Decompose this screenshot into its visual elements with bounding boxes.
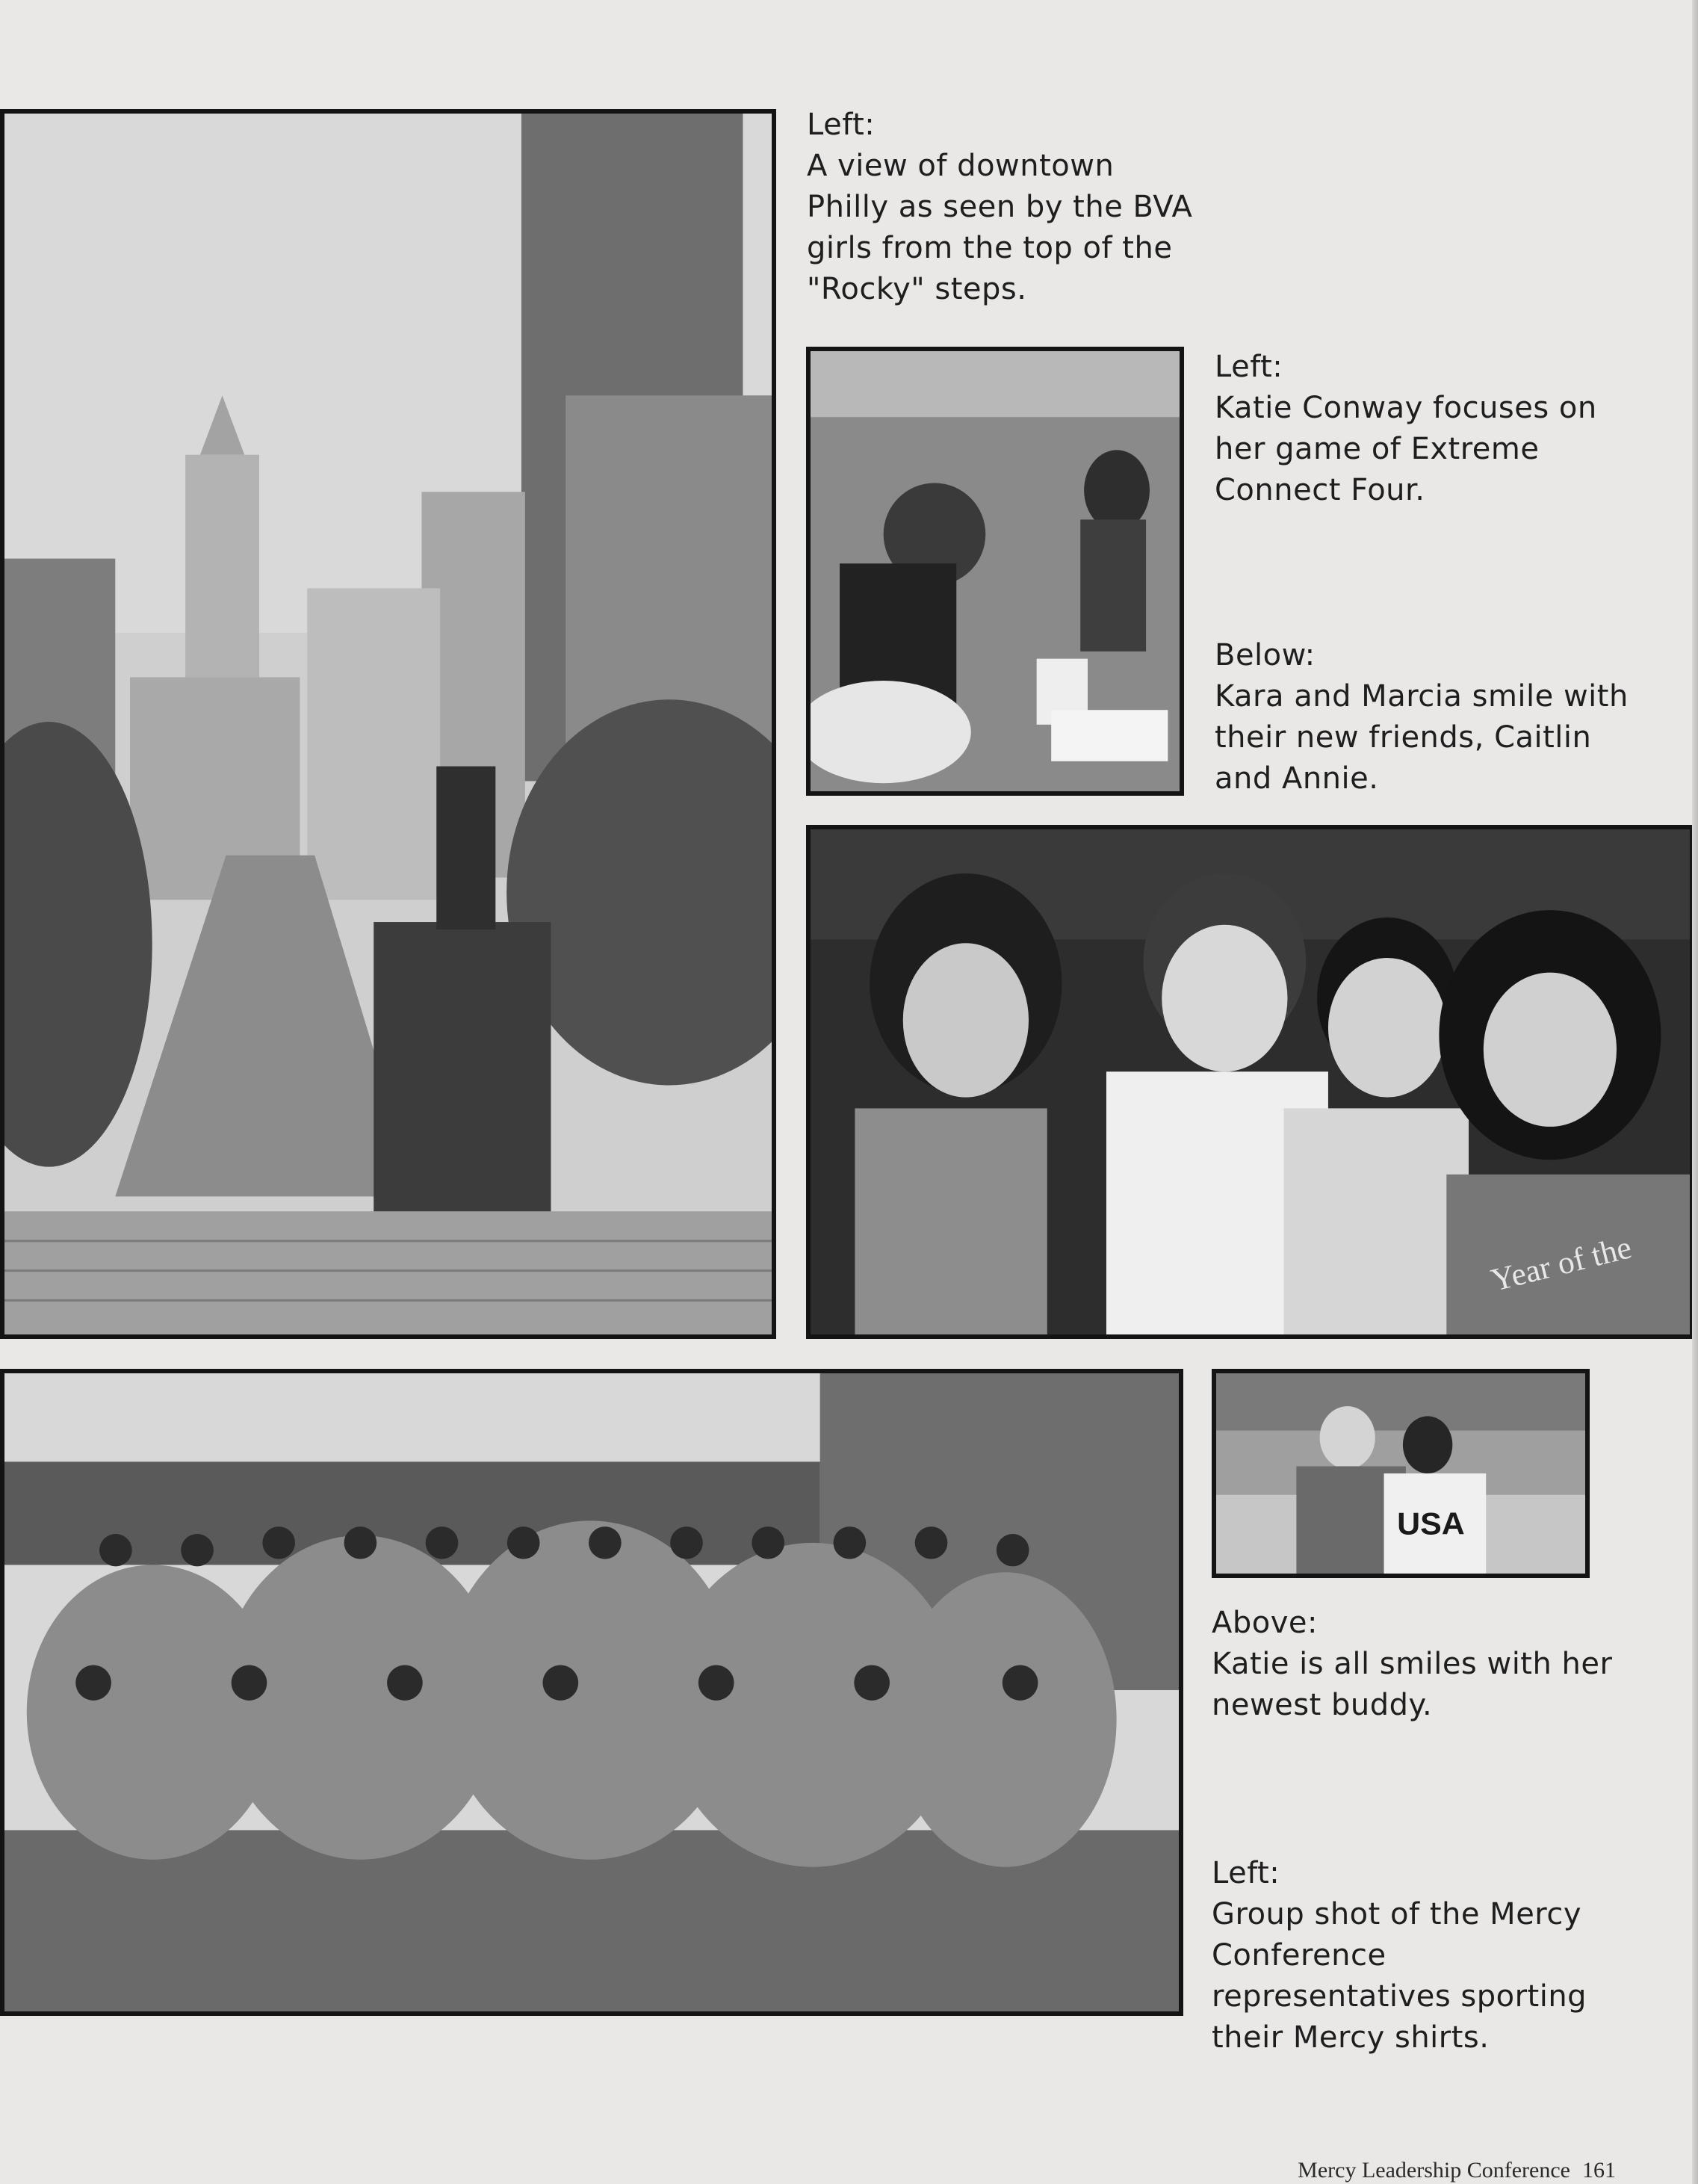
philly-caption-label: Left: (807, 108, 876, 142)
new-friends-image (811, 829, 1690, 1334)
philly-skyline-image (4, 114, 772, 1334)
new-friends-photo (806, 825, 1694, 1339)
group-caption-label: Left: (1212, 1856, 1280, 1890)
page-footer (1298, 2158, 1616, 2183)
connect-four-image (811, 351, 1180, 791)
group-shot-image (4, 1373, 1179, 2011)
katie-game-caption-text: Katie Conway focuses on her game of Extreme Connect Four. (1215, 391, 1597, 507)
kara-marcia-caption-text: Kara and Marcia smile with their new friends, Caitlin and Annie. (1215, 679, 1629, 796)
katie-buddy-caption-text: Katie is all smiles with her newest buddy. (1212, 1647, 1613, 1722)
page-number: 161 (1582, 2158, 1616, 2183)
katie-buddy-caption-label: Above: (1212, 1606, 1318, 1640)
katie-buddy-photo (1212, 1369, 1590, 1578)
katie-buddy-image (1216, 1373, 1585, 1574)
connect-four-photo (806, 347, 1184, 796)
footer-section-title: Mercy Leadership Conference (1298, 2158, 1570, 2183)
kara-marcia-caption-label: Below: (1215, 638, 1316, 672)
group-caption (1212, 1853, 1630, 2058)
katie-game-caption (1215, 347, 1633, 511)
katie-game-caption-label: Left: (1215, 350, 1283, 384)
philly-skyline-photo (0, 109, 776, 1339)
page-edge (1692, 0, 1698, 2184)
philly-caption (807, 105, 1195, 310)
group-caption-text: Group shot of the Mercy Conference representatives sporting their Mercy shirts. (1212, 1897, 1587, 2055)
shirt-print-text: Year of the (1487, 1229, 1635, 1299)
group-shot-photo (0, 1369, 1183, 2016)
kara-marcia-caption (1215, 635, 1633, 799)
katie-buddy-caption (1212, 1603, 1630, 1726)
philly-caption-text: A view of downtown Philly as seen by the BVA girls from the top of the "Rocky" steps. (807, 149, 1193, 306)
usa-shirt-text: USA (1397, 1506, 1465, 1542)
